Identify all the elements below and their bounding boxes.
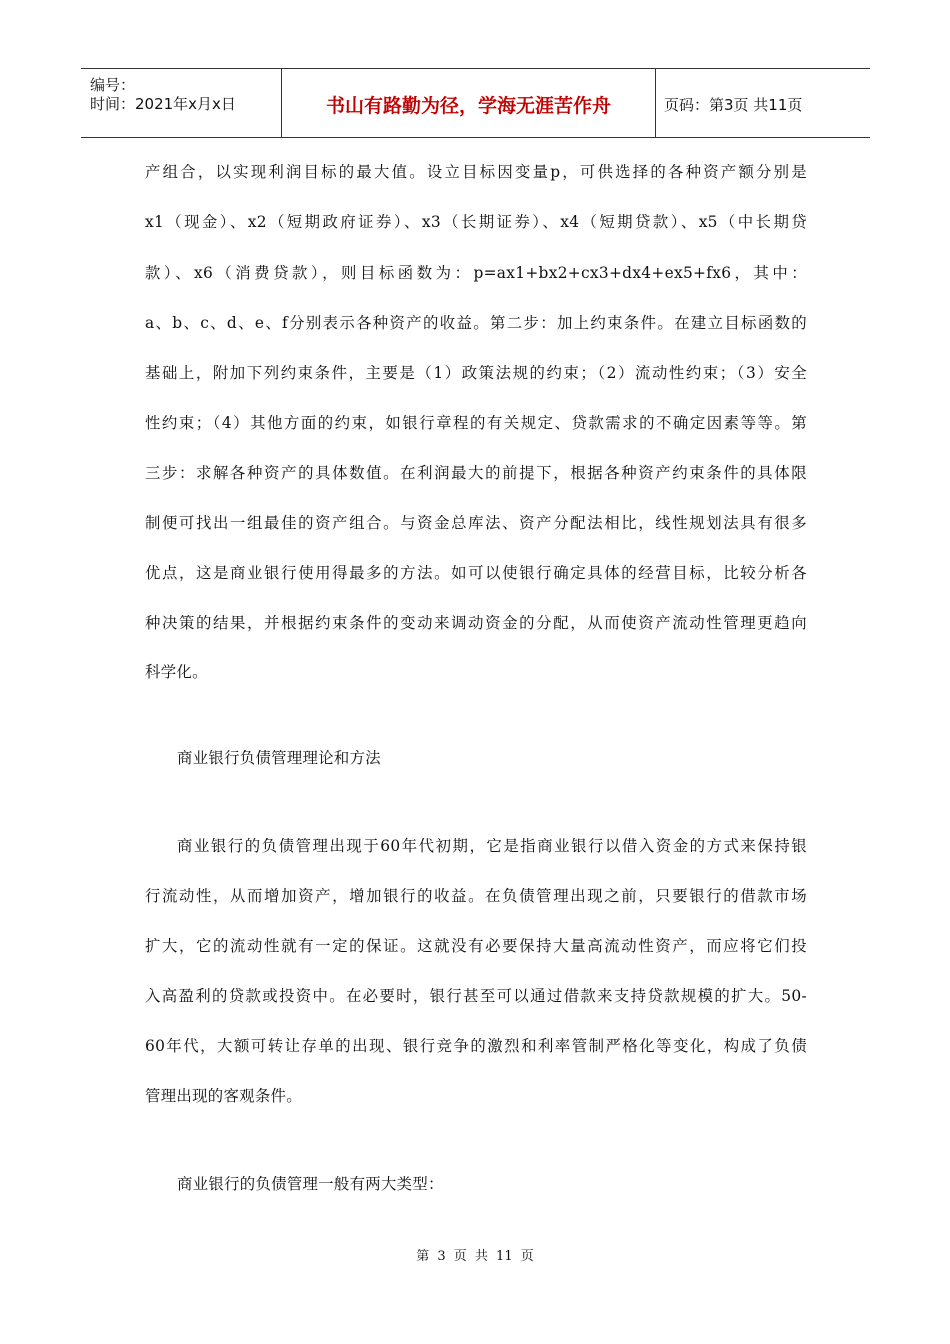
body-line: 基础上，附加下列约束条件，主要是（1）政策法规的约束；（2）流动性约束；（3）安全: [145, 364, 807, 382]
header-right-cell: [655, 69, 870, 137]
header-left-cell: [81, 69, 281, 137]
section-heading: 商业银行负债管理理论和方法: [177, 749, 381, 767]
body-line: 入高盈利的贷款或投资中。在必要时，银行甚至可以通过借款来支持贷款规模的扩大。50-: [145, 987, 807, 1005]
serial-number-label: 编号：: [90, 76, 136, 94]
body-line: 商业银行的负债管理出现于60年代初期，它是指商业银行以借入资金的方式来保持银: [177, 837, 807, 855]
page-header: [81, 68, 870, 138]
body-line: 性约束；（4）其他方面的约束，如银行章程的有关规定、贷款需求的不确定因素等等。第: [145, 414, 807, 432]
header-motto: 书山有路勤为径，学海无涯苦作舟: [325, 95, 611, 117]
body-line: 管理出现的客观条件。: [145, 1087, 302, 1105]
body-line: 款）、x6（消费贷款），则目标函数为：p=ax1+bx2+cx3+dx4+ex5+fx6，其中：: [145, 264, 807, 282]
body-line: 扩大，它的流动性就有一定的保证。这就没有必要保持大量高流动性资产，而应将它们投: [145, 937, 807, 955]
date-label: 时间：2021年x月x日: [90, 95, 236, 113]
body-line: 商业银行的负债管理一般有两大类型：: [177, 1175, 444, 1193]
body-line: 种决策的结果，并根据约束条件的变动来调动资金的分配，从而使资产流动性管理更趋向: [145, 614, 807, 632]
body-line: 产组合，以实现利润目标的最大值。设立目标因变量p，可供选择的各种资产额分别是: [145, 163, 807, 181]
body-line: x1（现金）、x2（短期政府证券）、x3（长期证券）、x4（短期贷款）、x5（中长期贷: [145, 213, 807, 231]
body-line: 科学化。: [145, 663, 208, 681]
header-page-info: 页码：第3页 共11页: [664, 96, 803, 114]
page-footer-number: 第 3 页 共 11 页: [416, 1249, 534, 1264]
body-line: 优点，这是商业银行使用得最多的方法。如可以使银行确定具体的经营目标，比较分析各: [145, 564, 807, 582]
body-line: 制便可找出一组最佳的资产组合。与资金总库法、资产分配法相比，线性规划法具有很多: [145, 514, 807, 532]
body-line: 行流动性，从而增加资产，增加银行的收益。在负债管理出现之前，只要银行的借款市场: [145, 887, 807, 905]
body-line: 60年代，大额可转让存单的出现、银行竞争的激烈和利率管制严格化等变化，构成了负债: [145, 1037, 807, 1055]
body-line: 三步：求解各种资产的具体数值。在利润最大的前提下，根据各种资产约束条件的具体限: [145, 464, 807, 482]
body-line: a、b、c、d、e、f分别表示各种资产的收益。第二步：加上约束条件。在建立目标函数的: [145, 314, 807, 332]
header-motto-cell: [281, 69, 656, 137]
